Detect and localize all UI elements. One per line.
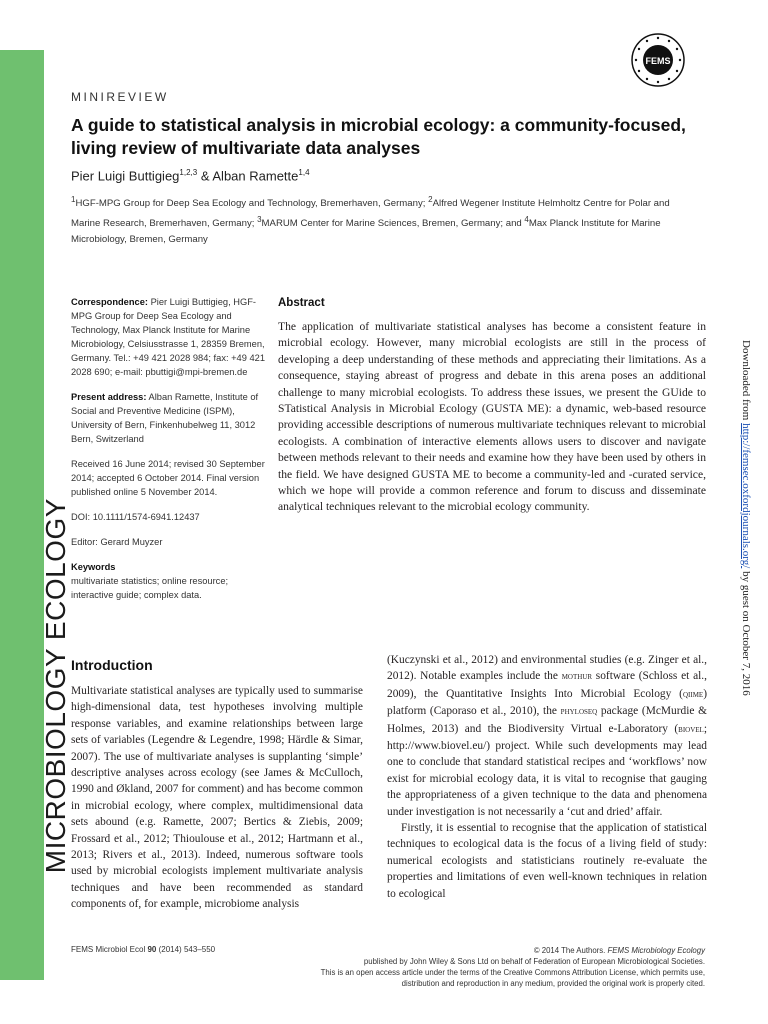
intro-paragraph-2: (Kuczynski et al., 2012) and environmental studies (e.g. Zinger et al., 2012). Notable examples include the mothur software (Schloss et al., 2009), the Quantitative Insights Into Microbial Ecology (qiime) platform (Caporaso et al., 2010), the phyloseq package (McMurdie & Holmes, 2013) and the Biodiversity Virtual e-Laboratory (biovel; http://www.biovel.eu/) project. While such developments may lead one to conclude that standard statistical recipes and ‘workflows’ now exist for microbial ecology data, it is vital to recognise that gauging the appropriateness of a given technique to the data and phenomena under investigation is not necessarily a ‘cut and dried’ affair. [387,654,707,818]
journal-band-title [40,498,72,975]
article-type-label: MINIREVIEW [71,90,169,104]
intro-paragraph-3: Firstly, it is essential to recognise that the application of statistical techniques to ecological data is the focus of a living field of study: numerical ecologists and statisticians routinely re-evaluate the properties and limitations of even well-known techniques in relation to ecological [387,822,707,900]
band-journal: MICROBIOLOGY ECOLOGY [40,498,71,874]
copyright-footer: © 2014 The Authors. FEMS Microbiology Ecology published by John Wiley & Sons Ltd on behalf of Federation of European Microbiological Societies. This is an open access article under the terms of the Creative Commons Attribution License, which permits use, distribution and reproduction in any medium, provided the original work is properly cited. [320,946,705,988]
editor: Editor: Gerard Muyzer [71,537,163,547]
affiliations: $^1$HGF-MPG Group for Deep Sea Ecology and Technology, Bremerhaven, Germany; $^2$Alfred Wegener Institute Helmholtz Centre for Polar and Marine Research, Bremerhaven, Germany; $^3$MARUM Center for Marine Sciences, Bremen, Germany; and $^4$Max Planck Institute for Marine Microbiology, Bremen, Germany [71,195,670,246]
download-note: Downloaded from http://femsec.oxfordjournals.org/ by guest on October 7, 2016 [740,340,752,696]
fems-logo [630,32,686,88]
intro-column-left [71,683,363,913]
intro-paragraph-1: Multivariate statistical analyses are typically used to summarise high-dimensional data, test hypotheses involving multiple response variables, and examine relationships between large sets of variables (Legendre & Legendre, 1998; Härdle & Simar, 2007). The use of multivariate analyses is supplanting ‘simple’ descriptive analyses across ecology (see James & McCulloch, 1990 and Økland, 2007 for comment) and has become common in microbial ecology, where complex, multidimensional data sets abound (e.g. Ramette, 2007; Bertics & Ziebis, 2009; Frossard et al., 2012; Thioulouse et al., 2012; Hartmann et al., 2013; Rivers et al., 2013). Indeed, numerous software tools used by microbial ecologists implement multivariate analysis techniques and have been recommended as standard components of, for example, microbiome analysis [71,685,363,911]
received-dates: Received 16 June 2014; revised 30 September 2014; accepted 6 October 2014. Final version published online 5 November 2014. [71,459,265,497]
doi[interactable]: DOI: 10.1111/1574-6941.12437 [71,512,200,522]
author-list: Pier Luigi Buttigieg$^{1,2,3}$ & Alban Ramette$^{1,4}$ [71,168,310,184]
download-url-link[interactable]: http://femsec.oxfordjournals.org/ [740,423,752,569]
keywords-list: multivariate statistics; online resource; interactive guide; complex data. [71,576,229,600]
article-title: A guide to statistical analysis in microbial ecology: a community-focused, living review of multivariate data analyses [71,115,686,158]
abstract-heading: Abstract [278,297,325,309]
keywords: Keywords [71,562,116,572]
logo-text: FEMS [645,56,671,66]
correspondence: Correspondence: Pier Luigi Buttigieg, HGF-MPG Group for Deep Sea Ecology and Technology, Max Planck Institute for Marine Microbiology, Celsiusstrasse 1, 28359 Bremen, Germany. Tel.: +49 421 2028 984; fax: +49 421 2028 690; e-mail: pbuttigi@mpi-bremen.de [71,297,265,377]
band-fems: FEMS [40,885,71,975]
article-metadata-sidebar [71,295,267,613]
intro-column-right [387,652,707,902]
present-address: Present address: Alban Ramette, Institute of Social and Preventive Medicine (ISPM), University of Bern, Finkenhubelweg 11, 3012 Bern, Switzerland [71,392,259,444]
author-ramette[interactable]: Alban Ramette [212,168,299,184]
citation-footer: FEMS Microbiol Ecol 90 (2014) 543–550 [71,945,216,954]
introduction-heading: Introduction [71,657,153,673]
journal-side-band [0,50,44,980]
author-buttigieg[interactable]: Pier Luigi Buttigieg [71,168,180,184]
abstract-text: The application of multivariate statistical analyses has become a consistent feature in microbial ecology. However, many microbial ecologists are still in the process of developing a deep understanding of these methods and appreciating their limitations. As a consequence, staying abreast of progress and debate in this arena poses an additional challenge to many microbial ecologists. To address these issues, we present the GUide to STatistical Analysis in Microbial Ecology (GUSTA ME): a dynamic, web-based resource providing accessible descriptions of numerous multivariate techniques relevant to microbial ecologists. A combination of interactive elements allows users to discover and navigate between methods relevant to their needs and examine how they have been used by others in the field. We have designed GUSTA ME to become a community-led and -curated service, which we hope will provide a common reference and forum to discuss and disseminate analytical techniques relevant to the microbial ecology community. [278,320,706,514]
